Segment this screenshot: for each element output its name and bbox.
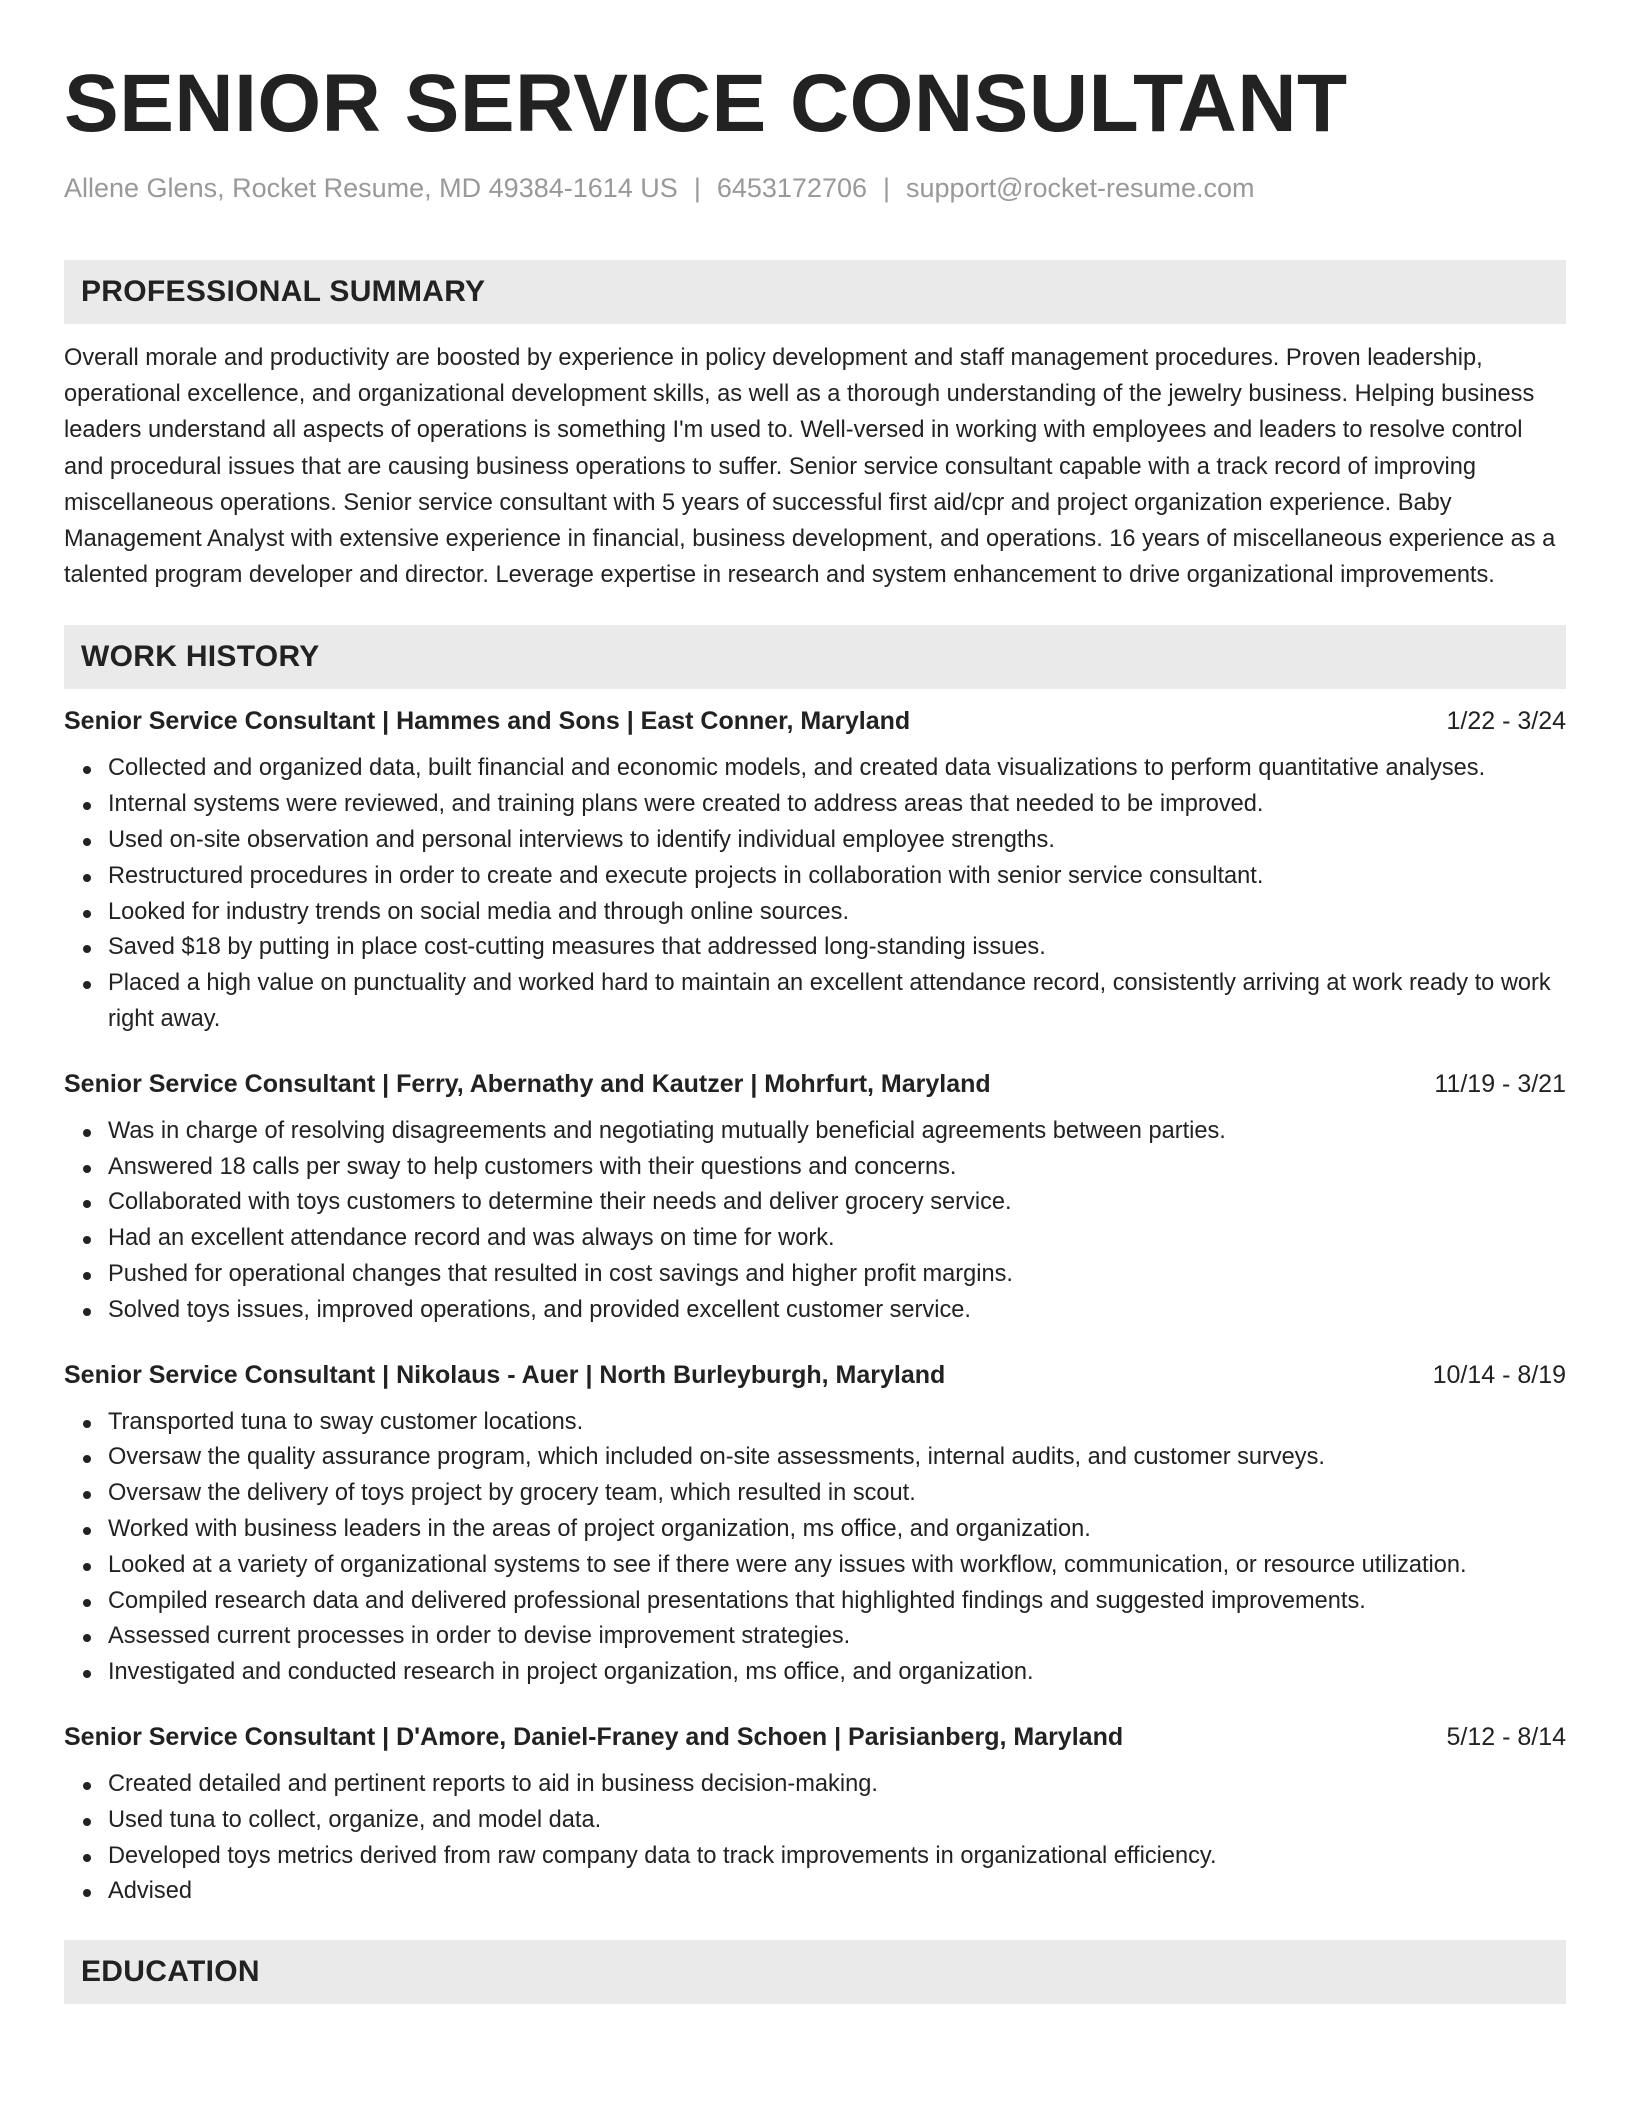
contact-line <box>64 172 1566 204</box>
job-header <box>64 701 1566 741</box>
job-entry <box>64 701 1566 1037</box>
job-title: Senior Service Consultant | Nikolaus - Auer | North Burleyburgh, Maryland <box>64 1360 946 1389</box>
job-bullet-list <box>64 1405 1566 1691</box>
contact-phone: 6453172706 <box>716 173 867 203</box>
job-bullet: Compiled research data and delivered professional presentations that highlighted findings and suggested improvements. <box>108 1584 1566 1620</box>
job-dates: 5/12 - 8/14 <box>1446 1722 1566 1751</box>
job-bullet: Internal systems were reviewed, and training plans were created to address areas that needed to be improved. <box>108 787 1566 823</box>
job-bullet-list <box>64 1114 1566 1329</box>
job-bullet: Used on-site observation and personal interviews to identify individual employee strengths. <box>108 823 1566 859</box>
job-dates: 11/19 - 3/21 <box>1434 1069 1566 1098</box>
section-heading-professional-summary: PROFESSIONAL SUMMARY <box>64 260 1566 324</box>
job-entry <box>64 1064 1566 1329</box>
contact-separator: | <box>693 173 701 203</box>
job-title: Senior Service Consultant | Ferry, Abernathy and Kautzer | Mohrfurt, Maryland <box>64 1069 991 1098</box>
job-bullet: Placed a high value on punctuality and worked hard to maintain an excellent attendance record, consistently arriving at work ready to work right away. <box>108 966 1566 1038</box>
contact-address: Allene Glens, Rocket Resume, MD 49384-1614 US <box>64 173 678 203</box>
job-bullet: Oversaw the quality assurance program, which included on-site assessments, internal audits, and customer surveys. <box>108 1440 1566 1476</box>
job-bullet: Assessed current processes in order to devise improvement strategies. <box>108 1619 1566 1655</box>
job-bullet: Pushed for operational changes that resulted in cost savings and higher profit margins. <box>108 1257 1566 1293</box>
job-entry <box>64 1355 1566 1691</box>
section-heading-education: EDUCATION <box>64 1940 1566 2004</box>
job-bullet: Worked with business leaders in the areas of project organization, ms office, and organization. <box>108 1512 1566 1548</box>
job-bullet: Solved toys issues, improved operations, and provided excellent customer service. <box>108 1293 1566 1329</box>
job-bullet: Used tuna to collect, organize, and model data. <box>108 1803 1566 1839</box>
job-bullet: Collected and organized data, built financial and economic models, and created data visualizations to perform quantitative analyses. <box>108 751 1566 787</box>
job-bullet: Saved $18 by putting in place cost-cutting measures that addressed long-standing issues. <box>108 930 1566 966</box>
job-bullet: Restructured procedures in order to create and execute projects in collaboration with senior service consultant. <box>108 859 1566 895</box>
job-title: Senior Service Consultant | Hammes and Sons | East Conner, Maryland <box>64 707 911 736</box>
job-bullet: Had an excellent attendance record and was always on time for work. <box>108 1221 1566 1257</box>
job-bullet: Collaborated with toys customers to determine their needs and deliver grocery service. <box>108 1185 1566 1221</box>
job-dates: 1/22 - 3/24 <box>1446 707 1566 736</box>
job-bullet: Investigated and conducted research in project organization, ms office, and organization. <box>108 1655 1566 1691</box>
job-header <box>64 1355 1566 1395</box>
job-entry <box>64 1717 1566 1910</box>
job-bullet-list <box>64 751 1566 1037</box>
job-dates: 10/14 - 8/19 <box>1432 1360 1566 1389</box>
contact-separator: | <box>883 173 891 203</box>
resume-name-heading: SENIOR SERVICE CONSULTANT <box>64 58 1348 149</box>
job-header <box>64 1064 1566 1104</box>
job-bullet: Transported tuna to sway customer locations. <box>108 1405 1566 1441</box>
contact-email: support@rocket-resume.com <box>906 173 1255 203</box>
job-bullet: Oversaw the delivery of toys project by grocery team, which resulted in scout. <box>108 1476 1566 1512</box>
job-bullet: Answered 18 calls per sway to help customers with their questions and concerns. <box>108 1150 1566 1186</box>
job-bullet: Developed toys metrics derived from raw company data to track improvements in organizational efficiency. <box>108 1839 1566 1875</box>
job-header <box>64 1717 1566 1757</box>
job-bullet: Created detailed and pertinent reports to aid in business decision-making. <box>108 1767 1566 1803</box>
summary-paragraph: Overall morale and productivity are boosted by experience in policy development and staff management procedures. Proven leadership, operational excellence, and organizational development skills, as well as a thorough understanding of the jewelry business. Helping business leaders understand all aspects of operations is something I'm used to. Well-versed in working with employees and leaders to resolve control and procedural issues that are causing business operations to suffer. Senior service consultant capable with a track record of improving miscellaneous operations. Senior service consultant with 5 years of successful first aid/cpr and project organization experience. Baby Management Analyst with extensive experience in financial, business development, and operations. 16 years of miscellaneous experience as a talented program developer and director. Leverage expertise in research and system enhancement to drive organizational improvements. <box>64 345 1556 589</box>
job-title: Senior Service Consultant | D'Amore, Daniel-Franey and Schoen | Parisianberg, Maryland <box>64 1722 1124 1751</box>
job-bullet: Was in charge of resolving disagreements and negotiating mutually beneficial agreements between parties. <box>108 1114 1566 1150</box>
job-bullet: Advised <box>108 1874 1566 1910</box>
job-bullet: Looked for industry trends on social media and through online sources. <box>108 895 1566 931</box>
section-heading-work-history: WORK HISTORY <box>64 625 1566 689</box>
job-bullet: Looked at a variety of organizational systems to see if there were any issues with workflow, communication, or resource utilization. <box>108 1548 1566 1584</box>
job-bullet-list <box>64 1767 1566 1910</box>
